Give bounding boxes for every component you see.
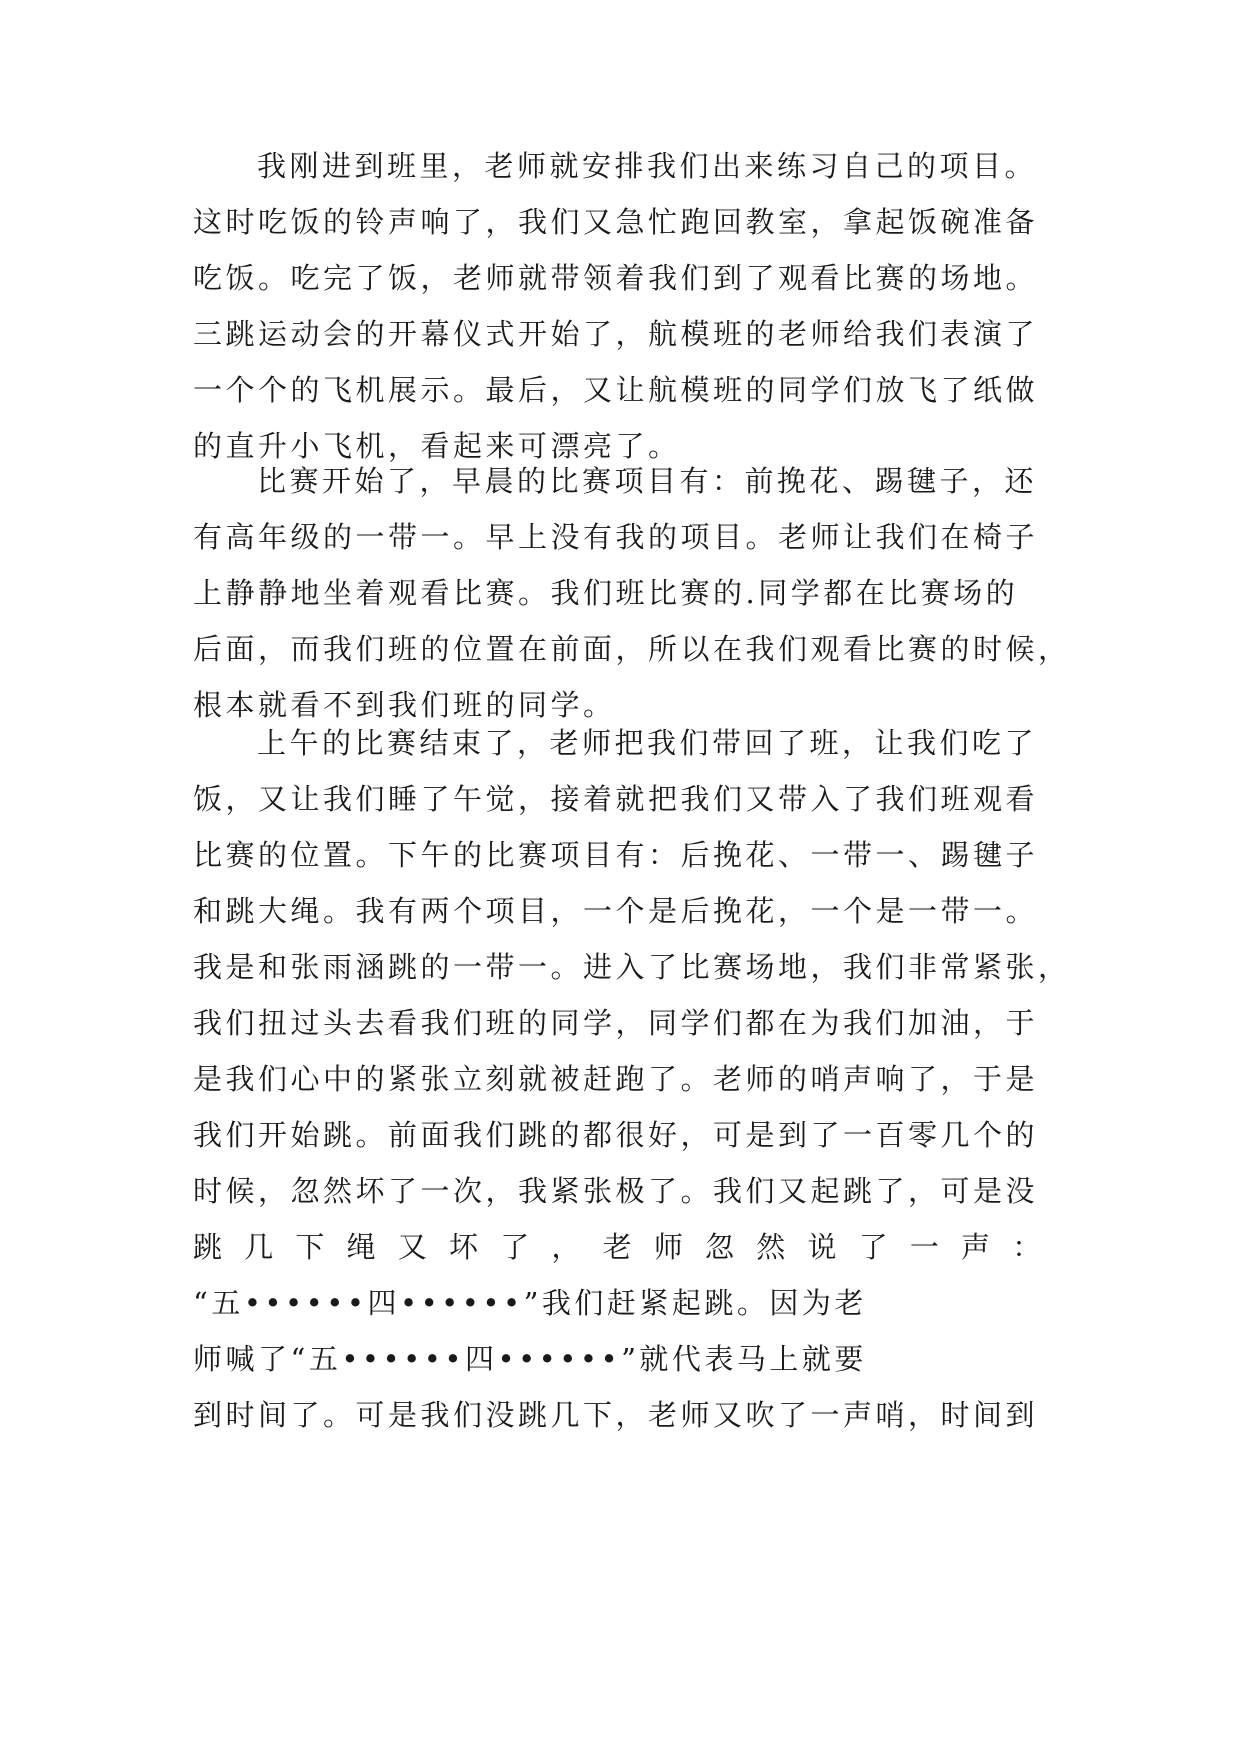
justified-char: 几 [244, 1230, 277, 1264]
justified-char: 下 [295, 1230, 328, 1264]
paragraph-line: 有高年级的一带一。早上没有我的项目。老师让我们在椅子 [193, 520, 1039, 554]
paragraph-line: 我刚进到班里，老师就安排我们出来练习自己的项目。 [257, 149, 1038, 183]
paragraph-1 [193, 138, 1063, 474]
justified-char: 跳 [193, 1230, 226, 1264]
paragraph-line: 到时间了。可是我们没跳几下，老师又吹了一声哨，时间到 [193, 1398, 1039, 1432]
paragraph-line-justified [193, 1219, 1045, 1275]
justified-char: 声 [961, 1230, 994, 1264]
paragraph-line: 我们扭过头去看我们班的同学，同学们都在为我们加油，于 [193, 1006, 1039, 1040]
justified-char: 坏 [449, 1230, 482, 1264]
paragraph-line: 饭，又让我们睡了午觉，接着就把我们又带入了我们班观看 [193, 782, 1039, 816]
paragraph-line: 上静静地坐着观看比赛。我们班比赛的.同学都在比赛场的 [193, 576, 1019, 610]
paragraph-line: 师喊了“五••••••四••••••”就代表马上就要 [193, 1342, 867, 1376]
paragraph-3 [193, 715, 1071, 1443]
paragraph-line: “五••••••四••••••”我们赶紧起跳。因为老 [193, 1286, 867, 1320]
paragraph-2 [193, 453, 1071, 733]
justified-char: 忽 [705, 1230, 738, 1264]
justified-char: ， [551, 1230, 584, 1264]
paragraph-line: 这时吃饭的铃声响了，我们又急忙跑回教室，拿起饭碗准备 [193, 205, 1039, 239]
paragraph-line: 是我们心中的紧张立刻就被赶跑了。老师的哨声响了，于是 [193, 1062, 1039, 1096]
paragraph-line: 的直升小飞机，看起来可漂亮了。 [193, 429, 681, 463]
justified-char: 了 [500, 1230, 533, 1264]
justified-char: 师 [653, 1230, 687, 1264]
paragraph-line: 和跳大绳。我有两个项目，一个是后挽花，一个是一带一。 [193, 894, 1039, 928]
paragraph-line: 比赛开始了，早晨的比赛项目有：前挽花、踢毽子，还 [257, 464, 1038, 498]
paragraph-line: 后面，而我们班的位置在前面，所以在我们观看比赛的时候， [193, 632, 1071, 666]
paragraph-line: 比赛的位置。下午的比赛项目有：后挽花、一带一、踢毽子 [193, 838, 1039, 872]
justified-char: ： [1012, 1230, 1045, 1264]
justified-char: 又 [397, 1230, 431, 1264]
justified-char: 绳 [346, 1230, 380, 1264]
paragraph-line: 上午的比赛结束了，老师把我们带回了班，让我们吃了 [257, 726, 1038, 760]
paragraph-line: 我们开始跳。前面我们跳的都很好，可是到了一百零几个的 [193, 1118, 1039, 1152]
justified-char: 老 [602, 1230, 636, 1264]
paragraph-line: 我是和张雨涵跳的一带一。进入了比赛场地，我们非常紧张， [193, 950, 1071, 984]
justified-char: 然 [756, 1230, 789, 1264]
paragraph-line: 三跳运动会的开幕仪式开始了，航模班的老师给我们表演了 [193, 317, 1039, 351]
paragraph-line: 一个个的飞机展示。最后，又让航模班的同学们放飞了纸做 [193, 373, 1039, 407]
paragraph-line: 吃饭。吃完了饭，老师就带领着我们到了观看比赛的场地。 [193, 261, 1039, 295]
paragraph-line: 根本就看不到我们班的同学。 [193, 688, 616, 722]
justified-char: 说 [807, 1230, 840, 1264]
justified-char: 了 [858, 1230, 892, 1264]
paragraph-line: 时候，忽然坏了一次，我紧张极了。我们又起跳了，可是没 [193, 1174, 1039, 1208]
justified-char: 一 [909, 1230, 943, 1264]
